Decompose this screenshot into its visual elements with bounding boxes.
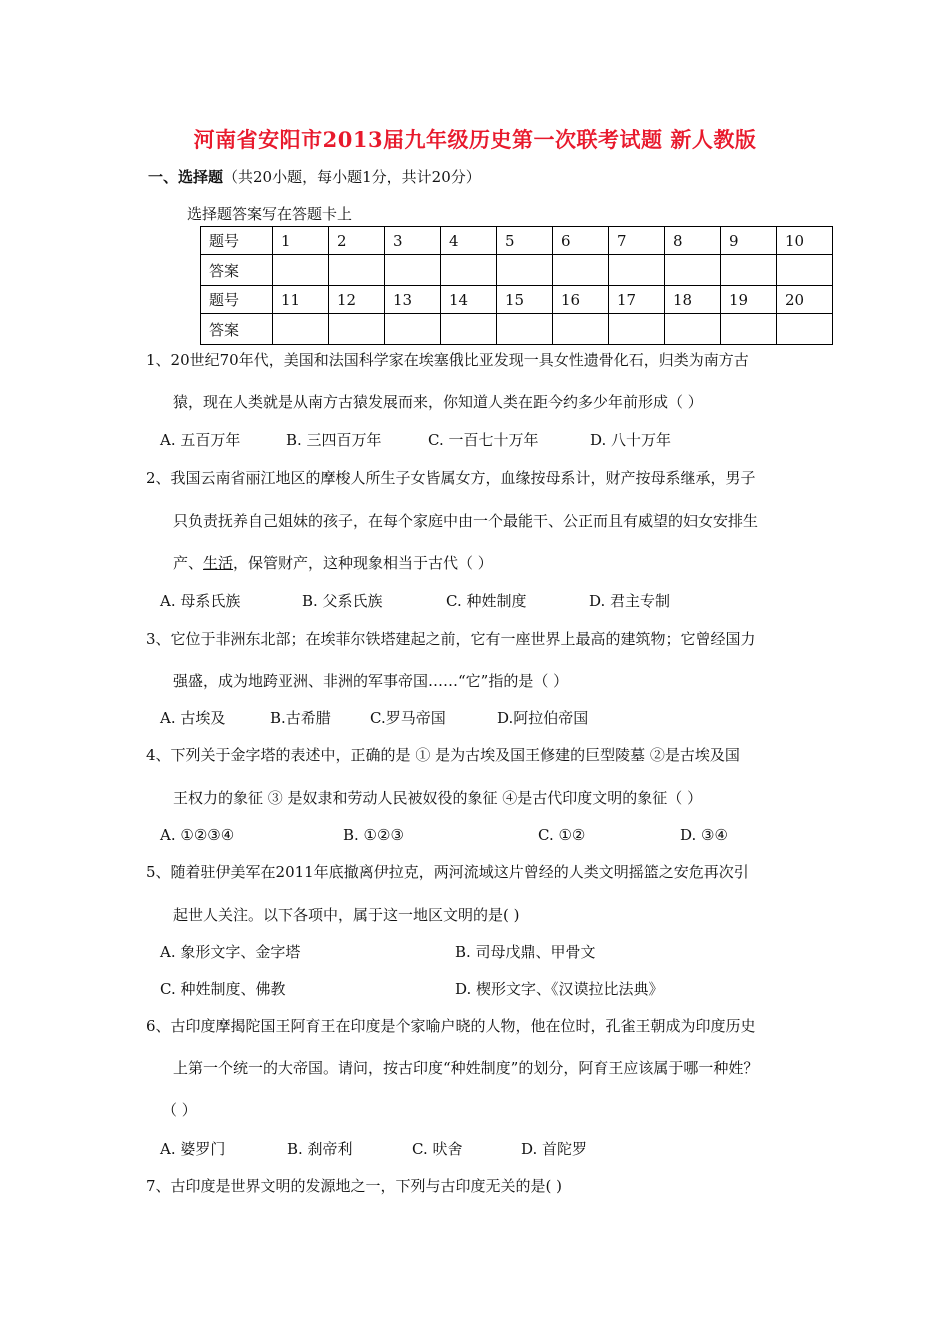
answer-cell[interactable] xyxy=(777,314,833,345)
question-2-option-a: A. 母系氏族 xyxy=(160,592,241,610)
question-2-option-d: D. 君主专制 xyxy=(589,592,671,610)
answer-label: 答案 xyxy=(201,314,273,345)
question-3-line-1: 3、它位于非洲东北部；在埃菲尔铁塔建起之前，它有一座世界上最高的建筑物；它曾经国力 xyxy=(146,630,756,648)
question-5-option-c: C. 种姓制度、佛教 xyxy=(160,980,286,998)
question-4-option-c: C. ①② xyxy=(538,826,586,844)
number-row xyxy=(201,227,833,255)
question-6-option-b: B. 刹帝利 xyxy=(287,1140,353,1158)
answer-cell[interactable] xyxy=(497,314,553,345)
question-3-option-c: C.罗马帝国 xyxy=(370,709,446,727)
row-label: 题号 xyxy=(201,227,273,255)
question-1-option-a: A. 五百万年 xyxy=(160,431,241,449)
number-cell: 1 xyxy=(273,227,329,255)
section-label: 一、选择题 xyxy=(148,168,224,186)
question-5-option-b: B. 司母戊鼎、甲骨文 xyxy=(455,943,596,961)
question-6-option-a: A. 婆罗门 xyxy=(160,1140,226,1158)
question-5-line-2: 起世人关注。以下各项中，属于这一地区文明的是( ) xyxy=(173,906,520,924)
document-title: 河南省安阳市2013届九年级历史第一次联考试题 新人教版 xyxy=(193,127,757,152)
question-7-line-1: 7、古印度是世界文明的发源地之一，下列与古印度无关的是( ) xyxy=(146,1177,563,1195)
number-cell: 5 xyxy=(497,227,553,255)
question-6-option-d: D. 首陀罗 xyxy=(521,1140,588,1158)
number-cell: 15 xyxy=(497,286,553,314)
answer-cell[interactable] xyxy=(665,314,721,345)
number-row xyxy=(201,286,833,314)
section-heading xyxy=(148,166,481,187)
question-4-line-1: 4、下列关于金字塔的表述中，正确的是 ① 是为古埃及国王修建的巨型陵墓 ②是古埃及国 xyxy=(146,746,740,764)
question-4-line-2: 王权力的象征 ③ 是奴隶和劳动人民被奴役的象征 ④是古代印度文明的象征（ ） xyxy=(173,789,703,807)
answer-cell[interactable] xyxy=(441,255,497,286)
number-cell: 11 xyxy=(273,286,329,314)
number-cell: 14 xyxy=(441,286,497,314)
answer-cell[interactable] xyxy=(553,255,609,286)
question-5-line-1: 5、随着驻伊美军在2011年底撤离伊拉克，两河流域这片曾经的人类文明摇篮之安危再次引 xyxy=(146,863,749,881)
answer-cell[interactable] xyxy=(385,314,441,345)
answer-row xyxy=(201,314,833,345)
number-cell: 10 xyxy=(777,227,833,255)
answer-cell[interactable] xyxy=(665,255,721,286)
question-2-line-3-start: 产、 xyxy=(173,554,204,572)
number-cell: 9 xyxy=(721,227,777,255)
question-1-option-d: D. 八十万年 xyxy=(590,431,672,449)
question-1-option-b: B. 三四百万年 xyxy=(286,431,382,449)
question-6-option-c: C. 吠舍 xyxy=(412,1140,463,1158)
number-cell: 8 xyxy=(665,227,721,255)
question-2-option-c: C. 种姓制度 xyxy=(446,592,527,610)
question-1-option-c: C. 一百七十万年 xyxy=(428,431,539,449)
answer-cell[interactable] xyxy=(329,255,385,286)
question-4-option-a: A. ①②③④ xyxy=(160,826,235,844)
number-cell: 2 xyxy=(329,227,385,255)
question-1-line-2: 猿，现在人类就是从南方古猿发展而来，你知道人类在距今约多少年前形成（ ） xyxy=(173,393,703,411)
answer-cell[interactable] xyxy=(441,314,497,345)
answer-cell[interactable] xyxy=(609,314,665,345)
question-2-line-1: 2、我国云南省丽江地区的摩梭人所生子女皆属女方，血缘按母系计，财产按母系继承，男子 xyxy=(146,469,756,487)
answer-cell[interactable] xyxy=(777,255,833,286)
question-5-option-d: D. 楔形文字、《汉谟拉比法典》 xyxy=(455,980,664,998)
underlined-word: 生活 xyxy=(203,554,234,572)
question-5-option-a: A. 象形文字、金字塔 xyxy=(160,943,301,961)
question-4-option-d: D. ③④ xyxy=(680,826,728,844)
number-cell: 3 xyxy=(385,227,441,255)
question-2-line-3-end: ，保管财产，这种现象相当于古代（ ） xyxy=(233,554,493,572)
number-cell: 13 xyxy=(385,286,441,314)
answer-label: 答案 xyxy=(201,255,273,286)
question-3-option-a: A. 古埃及 xyxy=(160,709,226,727)
answer-cell[interactable] xyxy=(385,255,441,286)
number-cell: 7 xyxy=(609,227,665,255)
question-3-option-d: D.阿拉伯帝国 xyxy=(497,709,589,727)
number-cell: 16 xyxy=(553,286,609,314)
question-2-option-b: B. 父系氏族 xyxy=(302,592,383,610)
number-cell: 17 xyxy=(609,286,665,314)
answer-cell[interactable] xyxy=(273,314,329,345)
question-4-option-b: B. ①②③ xyxy=(343,826,404,844)
question-3-line-2: 强盛，成为地跨亚洲、非洲的军事帝国……“它”指的是（ ） xyxy=(173,672,569,690)
question-6-line-3: （ ） xyxy=(162,1101,197,1119)
question-1-line-1: 1、20世纪70年代，美国和法国科学家在埃塞俄比亚发现一具女性遗骨化石，归类为南方古 xyxy=(146,351,749,369)
answer-row xyxy=(201,255,833,286)
answer-card-note: 选择题答案写在答题卡上 xyxy=(187,205,353,223)
question-6-line-1: 6、古印度摩揭陀国王阿育王在印度是个家喻户晓的人物，他在位时，孔雀王朝成为印度历史 xyxy=(146,1017,756,1035)
number-cell: 6 xyxy=(553,227,609,255)
answer-grid xyxy=(200,226,833,345)
number-cell: 4 xyxy=(441,227,497,255)
answer-cell[interactable] xyxy=(553,314,609,345)
row-label: 题号 xyxy=(201,286,273,314)
question-3-option-b: B.古希腊 xyxy=(270,709,331,727)
answer-cell[interactable] xyxy=(497,255,553,286)
number-cell: 19 xyxy=(721,286,777,314)
section-detail: （共20小题，每小题1分，共计20分） xyxy=(223,168,481,186)
question-2-line-3 xyxy=(173,553,493,573)
answer-cell[interactable] xyxy=(721,255,777,286)
answer-cell[interactable] xyxy=(273,255,329,286)
answer-cell[interactable] xyxy=(721,314,777,345)
answer-cell[interactable] xyxy=(329,314,385,345)
question-2-line-2: 只负责抚养自己姐妹的孩子，在每个家庭中由一个最能干、公正而且有威望的妇女安排生 xyxy=(173,512,759,530)
number-cell: 18 xyxy=(665,286,721,314)
number-cell: 12 xyxy=(329,286,385,314)
number-cell: 20 xyxy=(777,286,833,314)
answer-cell[interactable] xyxy=(609,255,665,286)
question-6-line-2: 上第一个统一的大帝国。请问，按古印度“种姓制度”的划分，阿育王应该属于哪一种姓？ xyxy=(173,1059,759,1077)
